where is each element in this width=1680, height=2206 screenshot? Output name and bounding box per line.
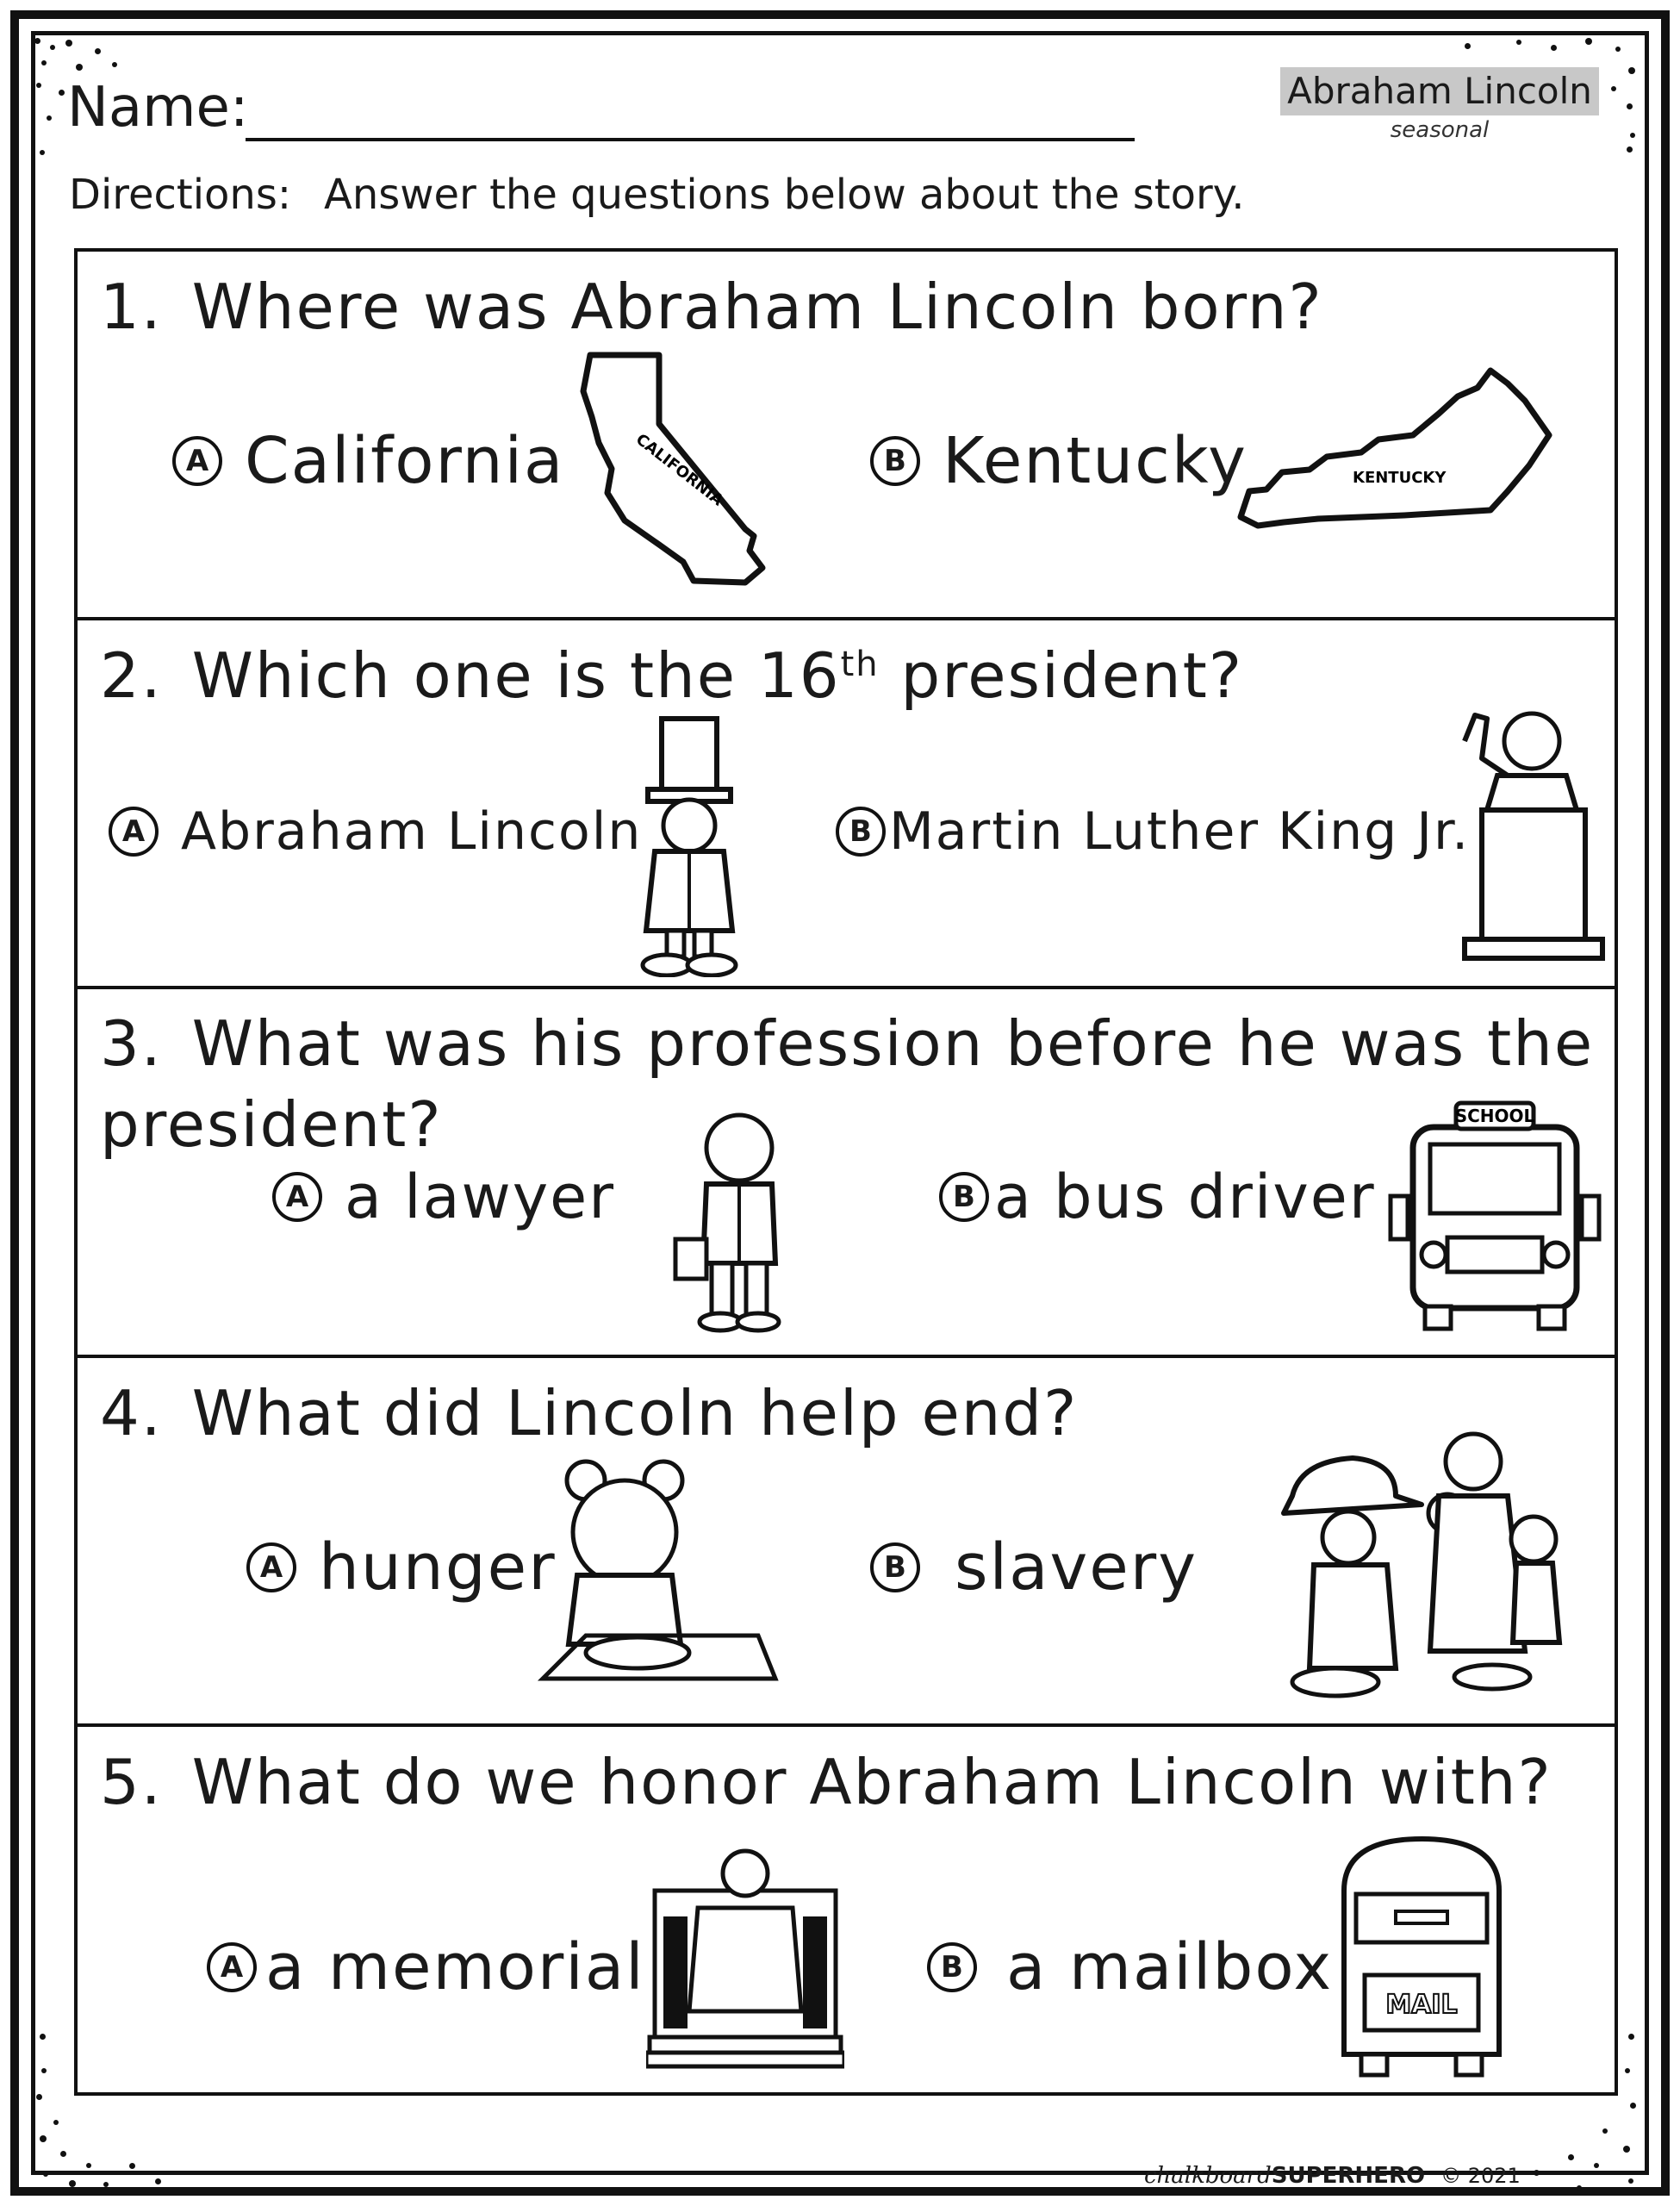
directions-text: Answer the questions below about the story. [324,171,1245,219]
option-b-circle[interactable]: B [870,436,920,486]
question-row-5 [78,1727,1615,2092]
california-map-label: CALIFORNIA [632,430,727,510]
school-sign-label: SCHOOL [1454,1106,1535,1126]
q4-option-a[interactable]: A hunger [246,1530,557,1605]
question-row-2 [78,620,1615,989]
question-row-1 [78,252,1615,620]
q4-option-b[interactable]: B slavery [870,1530,1198,1605]
question-2-text: 2. Which one is the 16th president? [100,639,1244,712]
topic-badge-subtitle: seasonal [1390,117,1490,143]
option-a-circle[interactable]: A [246,1542,296,1592]
option-b-circle[interactable]: B [870,1542,920,1592]
question-table [74,248,1618,2096]
mlk-at-podium-image [1456,698,1611,970]
school-bus-image [1387,1093,1602,1334]
question-3-text: 3. What was his profession before he was the president? [100,1007,1595,1161]
q3-option-a[interactable]: A a lawyer [272,1162,615,1232]
q3-option-b[interactable]: B a bus driver [939,1162,1376,1232]
kentucky-map-label: KENTUCKY [1353,469,1447,487]
question-row-3 [78,989,1615,1358]
q1-option-a[interactable]: A California [172,424,564,498]
brand-bold: SUPERHERO [1271,2163,1426,2189]
q5-option-b[interactable]: B a mailbox [927,1930,1333,2004]
copyright: © 2021 [1440,2164,1521,2188]
q2-option-b[interactable]: B Martin Luther King Jr. [836,801,1470,862]
option-a-circle[interactable]: A [172,436,222,486]
brand-script: chalkboard [1144,2163,1272,2189]
name-write-line[interactable] [246,138,1135,141]
question-5-text: 5. What do we honor Abraham Lincoln with? [100,1746,1552,1818]
question-1-text: 1. Where was Abraham Lincoln born? [100,271,1323,343]
directions-label: Directions: [69,171,292,219]
name-label: Name: [67,76,249,140]
q2-option-a[interactable]: A Abraham Lincoln [109,801,642,862]
question-row-4 [78,1358,1615,1727]
topic-badge: Abraham Lincoln [1280,67,1599,115]
california-map-image [573,348,788,589]
kentucky-map-image [1232,362,1559,534]
option-a-circle[interactable]: A [272,1172,322,1222]
enslaved-family-image [1266,1427,1577,1703]
lawyer-figure-image [672,1110,801,1334]
option-b-circle[interactable]: B [939,1172,989,1222]
footer-credit [1144,2163,1521,2189]
option-b-circle[interactable]: B [836,807,886,857]
lincoln-memorial-image [646,1839,844,2072]
option-b-circle[interactable]: B [927,1942,977,1992]
lincoln-figure-image [629,715,750,977]
option-a-circle[interactable]: A [207,1942,257,1992]
directions [69,171,1245,219]
option-a-circle[interactable]: A [109,807,159,857]
mail-sign-label: MAIL [1385,1990,1458,2020]
q5-option-a[interactable]: A a memorial [207,1930,645,2004]
mailbox-image [1335,1830,1508,2080]
hungry-girl-image [526,1455,784,1687]
q1-option-b[interactable]: B Kentucky [870,424,1248,498]
question-4-text: 4. What did Lincoln help end? [100,1377,1079,1449]
